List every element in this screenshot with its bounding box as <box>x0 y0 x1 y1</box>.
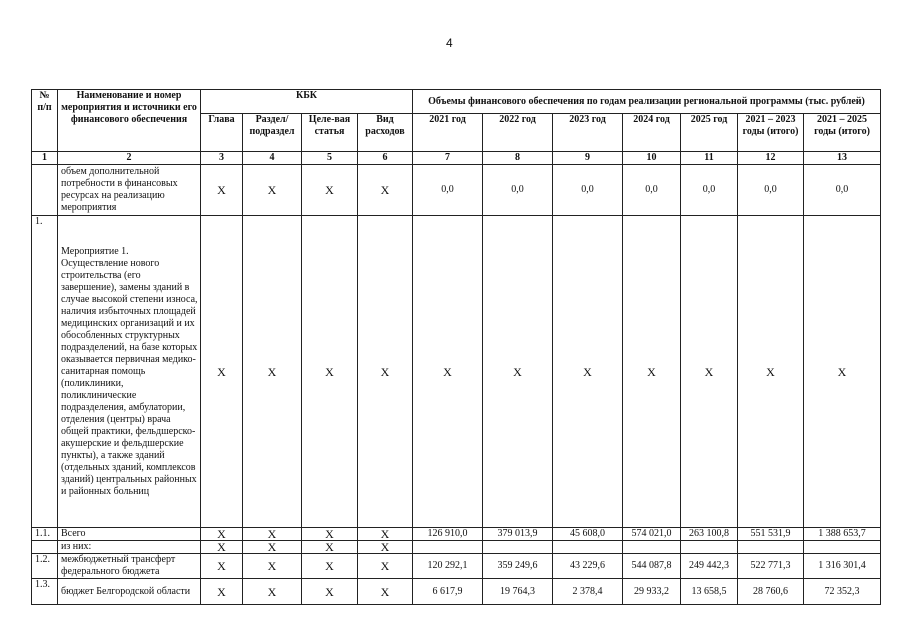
header-volumes: Объемы финансового обеспечения по годам реализации региональной программы (тыс. рублей) <box>413 90 881 114</box>
row-index <box>32 541 58 554</box>
cell-2024 <box>623 541 681 554</box>
cell-2023: Х <box>553 216 623 528</box>
cell-celevaya: Х <box>302 528 358 541</box>
cell-total-2021-2023: 551 531,9 <box>738 528 804 541</box>
header-razdel: Раздел/ подраздел <box>243 114 302 152</box>
cell-2021: Х <box>413 216 483 528</box>
col-number: 7 <box>413 152 483 165</box>
header-celevaya: Целе-вая статья <box>302 114 358 152</box>
col-number: 1 <box>32 152 58 165</box>
cell-total-2021-2025: 0,0 <box>804 165 881 216</box>
cell-razdel: Х <box>243 541 302 554</box>
col-number: 5 <box>302 152 358 165</box>
col-number: 4 <box>243 152 302 165</box>
header-row-1 <box>32 90 881 114</box>
cell-vid: Х <box>358 165 413 216</box>
header-2021: 2021 год <box>413 114 483 152</box>
header-2024: 2024 год <box>623 114 681 152</box>
cell-total-2021-2025: Х <box>804 216 881 528</box>
cell-2021: 126 910,0 <box>413 528 483 541</box>
cell-razdel: Х <box>243 528 302 541</box>
cell-total-2021-2023: Х <box>738 216 804 528</box>
cell-razdel: Х <box>243 165 302 216</box>
cell-2025: 13 658,5 <box>681 579 738 605</box>
cell-razdel: Х <box>243 216 302 528</box>
table-row <box>32 528 881 541</box>
row-index: 1. <box>32 216 58 528</box>
col-number: 13 <box>804 152 881 165</box>
row-name: из них: <box>58 541 201 554</box>
cell-glava: Х <box>201 216 243 528</box>
cell-2023: 2 378,4 <box>553 579 623 605</box>
cell-2022: Х <box>483 216 553 528</box>
cell-total-2021-2023: 0,0 <box>738 165 804 216</box>
col-number: 10 <box>623 152 681 165</box>
row-index <box>32 165 58 216</box>
cell-2022: 359 249,6 <box>483 554 553 579</box>
cell-razdel: Х <box>243 554 302 579</box>
cell-vid: Х <box>358 554 413 579</box>
cell-2021 <box>413 541 483 554</box>
cell-vid: Х <box>358 216 413 528</box>
financing-table <box>31 89 881 605</box>
header-col-num: № п/п <box>32 90 58 152</box>
page-number: 4 <box>446 36 453 50</box>
header-2023: 2023 год <box>553 114 623 152</box>
cell-vid: Х <box>358 579 413 605</box>
cell-glava: Х <box>201 528 243 541</box>
row-index: 1.2. <box>32 554 58 579</box>
cell-celevaya: Х <box>302 216 358 528</box>
table-row <box>32 541 881 554</box>
cell-2025: 249 442,3 <box>681 554 738 579</box>
cell-2022: 19 764,3 <box>483 579 553 605</box>
cell-2025: 0,0 <box>681 165 738 216</box>
cell-total-2021-2023: 28 760,6 <box>738 579 804 605</box>
table-row <box>32 554 881 579</box>
row-name: объем дополнительной потребности в финансовых ресурсах на реализацию мероприятия <box>58 165 201 216</box>
header-col-name: Наименование и номер мероприятия и источники его финансового обеспечения <box>58 90 201 152</box>
row-index: 1.1. <box>32 528 58 541</box>
cell-2024: 29 933,2 <box>623 579 681 605</box>
cell-2025 <box>681 541 738 554</box>
cell-total-2021-2025 <box>804 541 881 554</box>
row-name: бюджет Белгородской области <box>58 579 201 605</box>
cell-celevaya: Х <box>302 165 358 216</box>
cell-celevaya: Х <box>302 554 358 579</box>
row-index: 1.3. <box>32 579 58 605</box>
cell-glava: Х <box>201 541 243 554</box>
header-2022: 2022 год <box>483 114 553 152</box>
header-glava: Глава <box>201 114 243 152</box>
row-name: межбюджетный трансферт федерального бюджета <box>58 554 201 579</box>
cell-glava: Х <box>201 165 243 216</box>
table-row <box>32 165 881 216</box>
cell-total-2021-2025: 1 316 301,4 <box>804 554 881 579</box>
header-kbk: КБК <box>201 90 413 114</box>
cell-2021: 120 292,1 <box>413 554 483 579</box>
cell-2022: 0,0 <box>483 165 553 216</box>
col-number: 8 <box>483 152 553 165</box>
cell-total-2021-2025: 1 388 653,7 <box>804 528 881 541</box>
cell-2022: 379 013,9 <box>483 528 553 541</box>
cell-2023: 43 229,6 <box>553 554 623 579</box>
table-row <box>32 579 881 605</box>
col-number: 9 <box>553 152 623 165</box>
cell-celevaya: Х <box>302 541 358 554</box>
header-vid: Вид расходов <box>358 114 413 152</box>
row-name: Мероприятие 1. Осуществление нового строительства (его завершение), замены зданий в случае высокой степени износа, наличия избыточных площадей медицинских организаций и их обособленных структурных подразделений, на базе которых оказывается первичная медико-санитарная помощь (поликлиники, поликлинические подразделения, амбулатории, отделения (центры) врача общей практики, фельдшерско-акушерские и фельдшерские пункты), а также зданий (отдельных зданий, комплексов зданий) центральных районных и районных больниц <box>58 216 201 528</box>
cell-2023: 45 608,0 <box>553 528 623 541</box>
cell-2024: Х <box>623 216 681 528</box>
cell-2024: 574 021,0 <box>623 528 681 541</box>
col-number: 11 <box>681 152 738 165</box>
cell-2024: 544 087,8 <box>623 554 681 579</box>
cell-total-2021-2025: 72 352,3 <box>804 579 881 605</box>
row-name: Всего <box>58 528 201 541</box>
cell-2021: 0,0 <box>413 165 483 216</box>
col-number: 2 <box>58 152 201 165</box>
col-number: 12 <box>738 152 804 165</box>
header-total-2021-2023: 2021 – 2023 годы (итого) <box>738 114 804 152</box>
cell-glava: Х <box>201 579 243 605</box>
cell-vid: Х <box>358 541 413 554</box>
table-row <box>32 216 881 528</box>
cell-glava: Х <box>201 554 243 579</box>
cell-razdel: Х <box>243 579 302 605</box>
column-number-row <box>32 152 881 165</box>
cell-2024: 0,0 <box>623 165 681 216</box>
cell-2025: 263 100,8 <box>681 528 738 541</box>
cell-celevaya: Х <box>302 579 358 605</box>
cell-2023 <box>553 541 623 554</box>
cell-2022 <box>483 541 553 554</box>
header-total-2021-2025: 2021 – 2025 годы (итого) <box>804 114 881 152</box>
cell-vid: Х <box>358 528 413 541</box>
cell-2025: Х <box>681 216 738 528</box>
cell-total-2021-2023: 522 771,3 <box>738 554 804 579</box>
cell-2021: 6 617,9 <box>413 579 483 605</box>
cell-2023: 0,0 <box>553 165 623 216</box>
header-2025: 2025 год <box>681 114 738 152</box>
col-number: 3 <box>201 152 243 165</box>
col-number: 6 <box>358 152 413 165</box>
cell-total-2021-2023 <box>738 541 804 554</box>
